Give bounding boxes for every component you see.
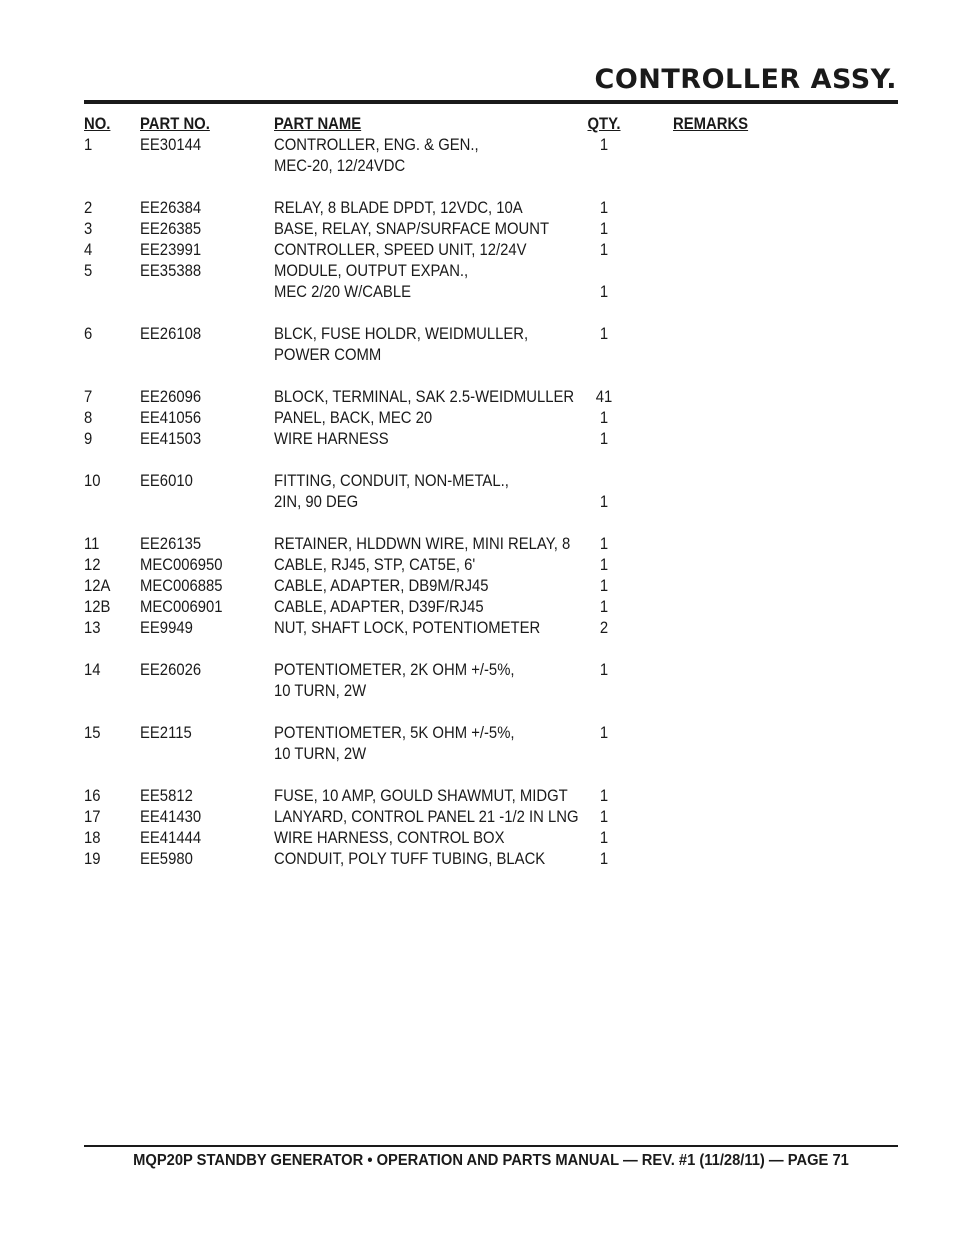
row-qty: 1 [599,661,609,679]
table-row [84,156,898,177]
row-part-name: MEC 2/20 W/CABLE [274,283,411,301]
row-qty: 1 [599,199,609,217]
parts-table [84,114,898,870]
table-row [84,555,898,576]
row-part-name: CABLE, ADAPTER, D39F/RJ45 [274,598,484,616]
row-part-no: EE41444 [140,829,202,847]
row-no: 2 [84,199,93,217]
row-part-no: EE2115 [140,724,192,742]
table-row [84,471,898,492]
row-part-name: MODULE, OUTPUT EXPAN., [274,262,469,280]
table-row [84,639,898,660]
row-qty: 1 [599,787,609,805]
row-part-name: BLCK, FUSE HOLDR, WEIDMULLER, [274,325,529,343]
table-row [84,723,898,744]
table-row [84,135,898,156]
footer-rule [84,1145,898,1147]
row-part-name: 2IN, 90 DEG [274,493,359,511]
row-part-no: EE26384 [140,199,202,217]
table-row [84,282,898,303]
footer-text: MQP20P STANDBY GENERATOR • OPERATION AND PARTS MANUAL — REV. #1 (11/28/11) — PAGE 71 [133,1152,849,1169]
row-part-no: EE41056 [140,409,202,427]
row-no: 12B [84,598,111,616]
row-part-name: LANYARD, CONTROL PANEL 21 -1/2 IN LNG [274,808,579,826]
row-part-no: EE41503 [140,430,202,448]
row-part-name: CONDUIT, POLY TUFF TUBING, BLACK [274,850,546,868]
row-qty: 1 [599,535,609,553]
row-qty: 1 [599,493,609,511]
row-part-no: EE26096 [140,388,202,406]
row-part-name: CONTROLLER, SPEED UNIT, 12/24V [274,241,527,259]
row-qty: 1 [599,136,609,154]
row-part-name: FITTING, CONDUIT, NON-METAL., [274,472,509,490]
row-no: 1 [84,136,93,154]
table-row [84,597,898,618]
table-row [84,345,898,366]
row-qty: 1 [599,829,609,847]
table-row [84,240,898,261]
header-qty: QTY. [587,115,621,133]
table-row [84,219,898,240]
row-qty: 1 [599,577,609,595]
row-part-name: PANEL, BACK, MEC 20 [274,409,433,427]
table-row [84,492,898,513]
row-part-no: EE30144 [140,136,202,154]
row-qty: 1 [599,220,609,238]
title-rule [84,100,898,104]
row-qty: 1 [599,325,609,343]
table-row [84,702,898,723]
row-part-name: 10 TURN, 2W [274,682,367,700]
row-qty: 1 [599,409,609,427]
table-row [84,828,898,849]
row-part-name: WIRE HARNESS, CONTROL BOX [274,829,505,847]
table-row [84,303,898,324]
row-part-no: EE26026 [140,661,202,679]
row-part-no: EE5980 [140,850,193,868]
row-part-name: CABLE, RJ45, STP, CAT5E, 6' [274,556,476,574]
row-no: 3 [84,220,93,238]
table-row [84,429,898,450]
header-remarks: REMARKS [673,115,749,133]
table-row [84,177,898,198]
row-qty: 1 [599,598,609,616]
row-qty: 1 [599,430,609,448]
table-row [84,744,898,765]
table-row [84,765,898,786]
table-row [84,324,898,345]
row-part-name: CONTROLLER, ENG. & GEN., [274,136,479,154]
row-part-no: EE23991 [140,241,202,259]
row-part-name: RETAINER, HLDDWN WIRE, MINI RELAY, 8 [274,535,571,553]
row-part-name: MEC-20, 12/24VDC [274,157,406,175]
table-header-row [84,114,898,135]
table-row [84,660,898,681]
row-part-no: EE26135 [140,535,202,553]
row-no: 5 [84,262,93,280]
row-qty: 1 [599,850,609,868]
row-no: 15 [84,724,101,742]
row-part-no: EE6010 [140,472,193,490]
row-qty: 1 [599,808,609,826]
row-no: 8 [84,409,93,427]
row-no: 19 [84,850,101,868]
row-qty: 1 [599,283,609,301]
table-row [84,366,898,387]
row-part-name: BASE, RELAY, SNAP/SURFACE MOUNT [274,220,550,238]
table-row [84,849,898,870]
row-part-no: EE5812 [140,787,193,805]
row-no: 6 [84,325,93,343]
table-row [84,450,898,471]
page-footer [84,1152,898,1170]
row-qty: 2 [599,619,609,637]
row-no: 17 [84,808,101,826]
table-row [84,618,898,639]
row-no: 4 [84,241,93,259]
row-qty: 1 [599,724,609,742]
row-part-no: EE26385 [140,220,202,238]
header-no: NO. [84,115,111,133]
table-row [84,681,898,702]
row-part-name: FUSE, 10 AMP, GOULD SHAWMUT, MIDGT [274,787,568,805]
row-no: 12A [84,577,111,595]
row-no: 18 [84,829,101,847]
row-part-name: WIRE HARNESS [274,430,389,448]
row-part-no: EE41430 [140,808,202,826]
row-part-no: EE9949 [140,619,193,637]
row-qty: 41 [595,388,613,406]
row-part-name: POWER COMM [274,346,382,364]
row-part-name: CABLE, ADAPTER, DB9M/RJ45 [274,577,489,595]
page-title: CONTROLLER ASSY. [594,64,897,95]
row-no: 12 [84,556,101,574]
header-part-name: PART NAME [274,115,362,133]
table-row [84,534,898,555]
row-qty: 1 [599,556,609,574]
row-no: 13 [84,619,101,637]
table-row [84,198,898,219]
row-qty: 1 [599,241,609,259]
table-row [84,408,898,429]
row-no: 16 [84,787,101,805]
table-row [84,786,898,807]
table-row [84,261,898,282]
row-no: 7 [84,388,93,406]
row-part-name: POTENTIOMETER, 2K OHM +/-5%, [274,661,515,679]
table-row [84,513,898,534]
row-part-no: EE26108 [140,325,202,343]
row-no: 9 [84,430,93,448]
row-part-name: POTENTIOMETER, 5K OHM +/-5%, [274,724,515,742]
row-part-name: NUT, SHAFT LOCK, POTENTIOMETER [274,619,541,637]
header-part-no: PART NO. [140,115,210,133]
table-body [84,135,898,870]
row-part-no: MEC006901 [140,598,223,616]
row-part-name: RELAY, 8 BLADE DPDT, 12VDC, 10A [274,199,523,217]
table-row [84,576,898,597]
row-part-no: MEC006950 [140,556,223,574]
row-part-name: 10 TURN, 2W [274,745,367,763]
table-row [84,387,898,408]
row-part-name: BLOCK, TERMINAL, SAK 2.5-WEIDMULLER [274,388,575,406]
row-no: 10 [84,472,101,490]
row-part-no: MEC006885 [140,577,223,595]
row-no: 14 [84,661,101,679]
row-no: 11 [84,535,100,553]
table-row [84,807,898,828]
row-part-no: EE35388 [140,262,202,280]
